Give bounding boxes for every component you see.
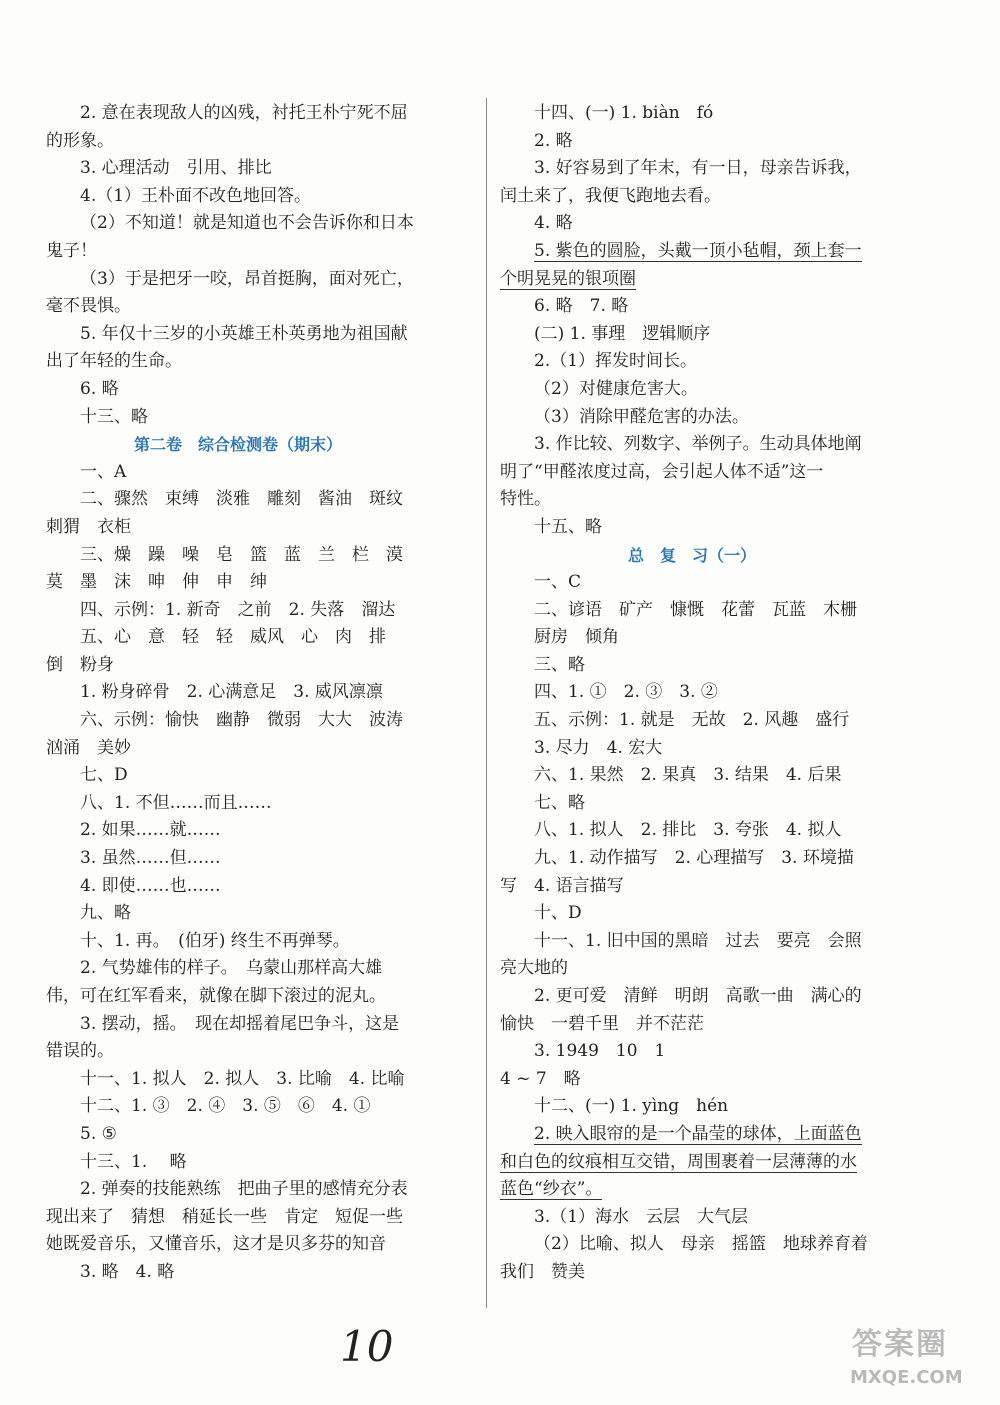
answer-text: 蓝色“纱衣”。 [500,1179,603,1200]
answer-line [46,652,430,680]
answer-line [500,128,884,156]
answer-line [500,1176,884,1204]
answer-text: 一、C [534,572,582,593]
answer-line [46,679,430,707]
answer-text: 五、示例：1. 就是 无故 2. 风趣 盛行 [534,710,850,731]
answer-text: 出了年轻的生命。 [46,351,182,372]
answer-text: 4 ~ 7 略 [500,1068,581,1089]
answer-text: 毫不畏惧。 [46,296,131,317]
answer-line [46,293,430,321]
answer-text: 2. 意在表现敌人的凶残，衬托王朴宁死不屈 [80,103,408,123]
answer-text: 三、燥 躁 噪 皂 篮 蓝 兰 栏 漠 [80,544,403,565]
answer-line [500,321,884,349]
answer-text: 十三、略 [80,406,148,427]
answer-text: 2. 气势雄伟的样子。 乌蒙山那样高大雄 [80,958,383,979]
answer-text: 3. 心理活动 引用、排比 [80,158,272,179]
answer-line [46,1093,430,1121]
answer-text: 八、1. 不但……而且…… [80,792,272,813]
answer-text: 3. 作比较、列数字、举例子。生动具体地阐 [534,434,862,455]
answer-text: 2. 略 [534,130,573,151]
answer-line [46,514,430,542]
answer-line [46,238,430,266]
answer-line [500,1066,884,1094]
answer-line [500,348,884,376]
answer-text: 3. 尽力 4. 宏大 [534,737,663,758]
answer-line [46,569,430,597]
answer-line [46,183,430,211]
answer-text: 三、略 [534,654,585,675]
answer-line [46,1204,430,1232]
answer-line [46,404,430,432]
answer-line [500,155,884,183]
answer-text: 汹涌 美妙 [46,737,131,758]
answer-line [500,266,884,294]
answer-text: 总 复 习（一） [627,545,756,565]
answer-line [500,624,884,652]
answer-line [500,1231,884,1259]
column-divider [486,98,487,1308]
answer-line [500,1149,884,1177]
answer-text: 3.（1）海水 云层 大气层 [534,1206,749,1227]
answer-text: 第二卷 综合检测卷（期末） [133,435,342,455]
watermark-logo [842,1319,992,1397]
answer-text: 和白色的纹痕相互交错，周围裹着一层薄薄的水 [500,1151,857,1172]
answer-line [500,1038,884,1066]
answer-text: （2）比喻、拟人 母亲 摇篮 地球养育着 [534,1234,868,1255]
answer-text: 亮大地的 [500,958,568,979]
answer-line [46,459,430,487]
answer-text: （3）于是把牙一咬，昂首挺胸，面对死亡， [80,268,414,289]
answer-text: 2. 映入眼帘的是一个晶莹的球体，上面蓝色 [534,1123,862,1144]
answer-line [46,955,430,983]
left-column [46,100,430,1287]
answer-text: 八、1. 拟人 2. 排比 3. 夸张 4. 拟人 [534,820,842,841]
answer-text: 现出来了 猜想 稍延长一些 肯定 短促一些 [46,1206,403,1227]
answer-text: （2）不知道！就是知道也不会告诉你和日本 [80,213,414,234]
answer-line [500,293,884,321]
answer-line [46,1231,430,1259]
answer-text: 3. 好容易到了年末，有一日，母亲告诉我， [534,158,862,179]
answer-text: 六、1. 果然 2. 果真 3. 结果 4. 后果 [534,765,842,786]
answer-line [46,321,430,349]
answer-text: 鬼子！ [46,240,97,261]
answer-line [46,762,430,790]
answer-line [500,100,884,128]
answer-line [500,652,884,680]
answer-line [500,817,884,845]
answer-text: 明了“甲醛浓度过高，会引起人体不适”这一 [500,461,824,482]
answer-line [500,210,884,238]
answer-text: 十三、1. 略 [80,1151,187,1172]
section-heading [46,431,430,459]
answer-text: 四、示例：1. 新奇 之前 2. 失落 溜达 [80,599,396,620]
answer-text: 十一、1. 旧中国的黑暗 过去 要亮 会照 [534,930,862,951]
answer-text: 莫 墨 沫 呻 伸 申 绅 [46,572,267,593]
answer-line [46,266,430,294]
answer-line [46,1066,430,1094]
answer-line [500,679,884,707]
answer-text: 3. 虽然……但…… [80,848,221,869]
answer-text: 刺猬 衣柜 [46,516,131,537]
answer-text: 十五、略 [534,516,602,537]
answer-text: 3. 略 4. 略 [80,1261,175,1282]
answer-line [500,376,884,404]
answer-line [500,597,884,625]
answer-line [500,569,884,597]
watermark-url: MXQE.COM [850,1367,963,1388]
answer-line [500,707,884,735]
answer-text: 伟，可在红军看来，就像在脚下滚过的泥丸。 [46,986,386,1006]
answer-text: 四、1. ① 2. ③ 3. ② [534,682,718,703]
answer-text: 十二、1. ③ 2. ④ 3. ⑤ ⑥ 4. ① [80,1096,371,1117]
answer-line [500,735,884,763]
answer-text: 闰土来了，我便飞跑地去看。 [500,185,721,206]
answer-line [46,873,430,901]
answer-text: 一、A [80,461,127,482]
answer-line [500,1011,884,1039]
answer-line [46,735,430,763]
answer-text: 4.（1）王朴面不改色地回答。 [80,185,312,206]
answer-line [46,597,430,625]
answer-text: 5. ⑤ [80,1123,117,1144]
answer-line [500,431,884,459]
answer-line [500,762,884,790]
answer-line [500,514,884,542]
answer-line [500,459,884,487]
answer-text: 个明晃晃的银项圈 [500,268,636,289]
answer-text: 5. 年仅十三岁的小英雄王朴英勇地为祖国献 [80,323,408,344]
watermark-text: 答案圈 [852,1327,948,1362]
section-heading [500,542,884,570]
answer-text: 6. 略 7. 略 [534,296,629,317]
answer-line [46,210,430,238]
answer-line [46,624,430,652]
answer-line [46,790,430,818]
answer-line [46,900,430,928]
answer-line [500,900,884,928]
answer-text: 九、1. 动作描写 2. 心理描写 3. 环境描 [534,848,854,869]
right-column [500,100,884,1287]
answer-text: 我们 赞美 [500,1261,585,1282]
answer-text: (二) 1. 事理 逻辑顺序 [534,323,711,344]
answer-line [46,928,430,956]
answer-text: 6. 略 [80,378,119,399]
answer-text: 倒 粉身 [46,654,114,675]
answer-line [500,1259,884,1287]
answer-text: 3. 摆动，摇。 现在却摇着尾巴争斗，这是 [80,1013,400,1034]
answer-text: 错误的。 [46,1041,114,1062]
answer-line [46,486,430,514]
answer-line [46,1121,430,1149]
answer-line [500,404,884,432]
answer-line [500,873,884,901]
answer-line [46,1038,430,1066]
answer-text: 五、心 意 轻 轻 威风 心 肉 排 [80,627,386,648]
answer-line [46,376,430,404]
answer-line [500,845,884,873]
answer-line [500,486,884,514]
answer-line [46,1011,430,1039]
answer-line [46,707,430,735]
answer-line [46,100,430,128]
answer-text: 十四、(一) 1. biàn fó [534,103,714,123]
answer-text: 2. 如果……就…… [80,820,221,841]
answer-text: 二、骤然 束缚 淡雅 雕刻 酱油 斑纹 [80,489,403,510]
answer-text: 写 4. 语言描写 [500,875,624,896]
answer-line [500,1121,884,1149]
answer-text: 5. 紫色的圆脸，头戴一顶小毡帽，颈上套一 [534,240,862,261]
answer-text: 3. 1949 10 1 [534,1041,666,1062]
answer-text: 2. 更可爱 清鲜 明朗 高歌一曲 满心的 [534,986,862,1006]
answer-text: （2）对健康危害大。 [534,378,698,399]
answer-line [500,183,884,211]
answer-text: 十、D [534,903,582,924]
answer-line [46,348,430,376]
page-number: 10 [340,1322,394,1371]
answer-line [46,1176,430,1204]
answer-line [500,983,884,1011]
answer-text: 特性。 [500,489,551,510]
answer-text: 九、略 [80,903,131,924]
answer-text: 1. 粉身碎骨 2. 心满意足 3. 威风凛凛 [80,682,383,703]
answer-text: 愉快 一碧千里 并不茫茫 [500,1013,704,1034]
answer-text: 十二、(一) 1. yìng hén [534,1096,729,1117]
answer-line [500,1204,884,1232]
answer-line [500,955,884,983]
answer-line [500,928,884,956]
answer-text: 4. 略 [534,213,573,234]
answer-text: 二、谚语 矿产 慷慨 花蕾 瓦蓝 木栅 [534,599,857,620]
answer-text: 十、1. 再。 (伯牙) 终生不再弹琴。 [80,930,350,951]
answer-line [500,790,884,818]
answer-text: 4. 即使……也…… [80,875,221,896]
answer-text: 十一、1. 拟人 2. 拟人 3. 比喻 4. 比喻 [80,1068,405,1089]
answer-line [46,155,430,183]
answer-line [500,238,884,266]
answer-text: （3）消除甲醛危害的办法。 [534,406,749,427]
answer-text: 七、D [80,765,128,786]
answer-text: 六、示例：愉快 幽静 微弱 大大 波涛 [80,710,403,731]
answer-line [46,845,430,873]
answer-text: 的形象。 [46,130,114,151]
answer-text: 厨房 倾角 [534,627,619,648]
answer-line [46,1149,430,1177]
answer-line [46,983,430,1011]
answer-line [46,1259,430,1287]
answer-text: 七、略 [534,792,585,813]
answer-text: 2. 弹奏的技能熟练 把曲子里的感情充分表 [80,1179,408,1200]
answer-line [46,817,430,845]
answer-line [500,1093,884,1121]
answer-text: 2.（1）挥发时间长。 [534,351,698,372]
answer-line [46,542,430,570]
answer-text: 她既爱音乐，又懂音乐，这才是贝多芬的知音 [46,1234,386,1255]
answer-line [46,128,430,156]
